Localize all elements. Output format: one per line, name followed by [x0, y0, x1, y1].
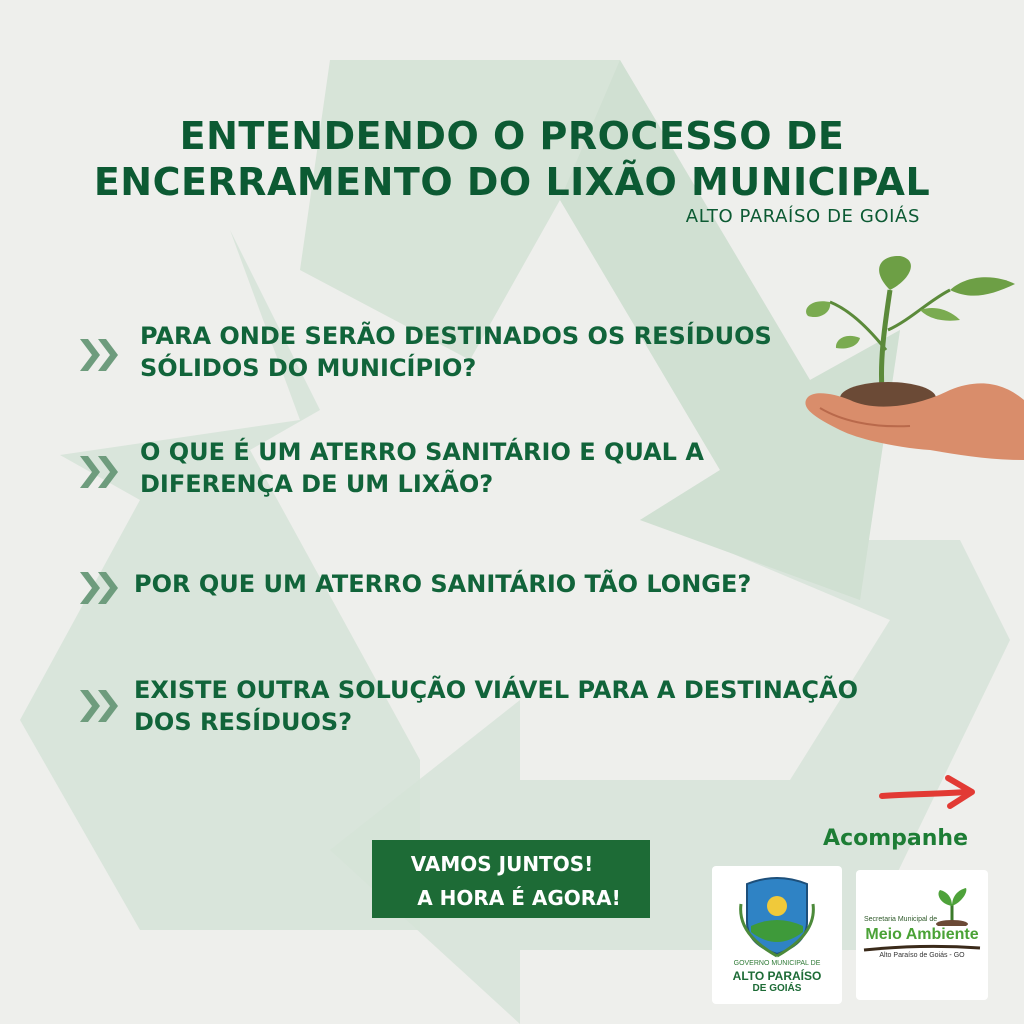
sec-logo-line-3: Alto Paraíso de Goiás - GO [879, 952, 965, 959]
double-chevron-right-icon [78, 452, 122, 492]
question-2 [140, 436, 780, 500]
question-4 [134, 674, 954, 738]
question-4-line-2: DOS RESÍDUOS? [134, 708, 353, 736]
double-chevron-right-icon [78, 686, 122, 726]
arrow-right-icon [878, 772, 978, 812]
double-chevron-right-icon [78, 568, 122, 608]
question-4-line-1: EXISTE OUTRA SOLUÇÃO VIÁVEL PARA A DESTINAÇÃO [134, 676, 858, 704]
cta-line-2: A HORA É AGORA! [417, 886, 621, 910]
coat-of-arms-icon [737, 874, 817, 958]
cta-line-1: VAMOS JUNTOS! [410, 852, 594, 876]
double-chevron-right-icon [78, 335, 122, 375]
question-3 [134, 568, 834, 600]
cta-box [372, 840, 650, 918]
underline-swoosh [862, 944, 982, 952]
page-title-line-1: ENTENDENDO O PROCESSO DE [179, 114, 845, 158]
gov-logo-line-1: GOVERNO MUNICIPAL DE [733, 960, 821, 967]
question-1-line-2: SÓLIDOS DO MUNICÍPIO? [140, 354, 477, 382]
sec-logo-line-1: Secretaria Municipal de [864, 916, 938, 923]
page-title-line-2: ENCERRAMENTO DO LIXÃO MUNICIPAL [93, 160, 931, 204]
follow-label: Acompanhe [823, 826, 968, 851]
gov-logo-line-3: DE GOIÁS [752, 983, 802, 994]
question-1 [140, 320, 820, 384]
question-1-line-1: PARA ONDE SERÃO DESTINADOS OS RESÍDUOS [140, 322, 772, 350]
sec-logo-line-2: Meio Ambiente [865, 926, 979, 943]
gov-logo-line-2: ALTO PARAÍSO [732, 969, 822, 983]
government-logo [712, 866, 842, 1004]
question-2-line-1: O QUE É UM ATERRO SANITÁRIO E QUAL A [140, 438, 704, 466]
question-3-line-1: POR QUE UM ATERRO SANITÁRIO TÃO LONGE? [134, 570, 752, 598]
question-2-line-2: DIFERENÇA DE UM LIXÃO? [140, 470, 494, 498]
page-subtitle: ALTO PARAÍSO DE GOIÁS [685, 206, 920, 227]
secretaria-logo [856, 870, 988, 1000]
hand-holding-plant-icon [800, 250, 1024, 480]
